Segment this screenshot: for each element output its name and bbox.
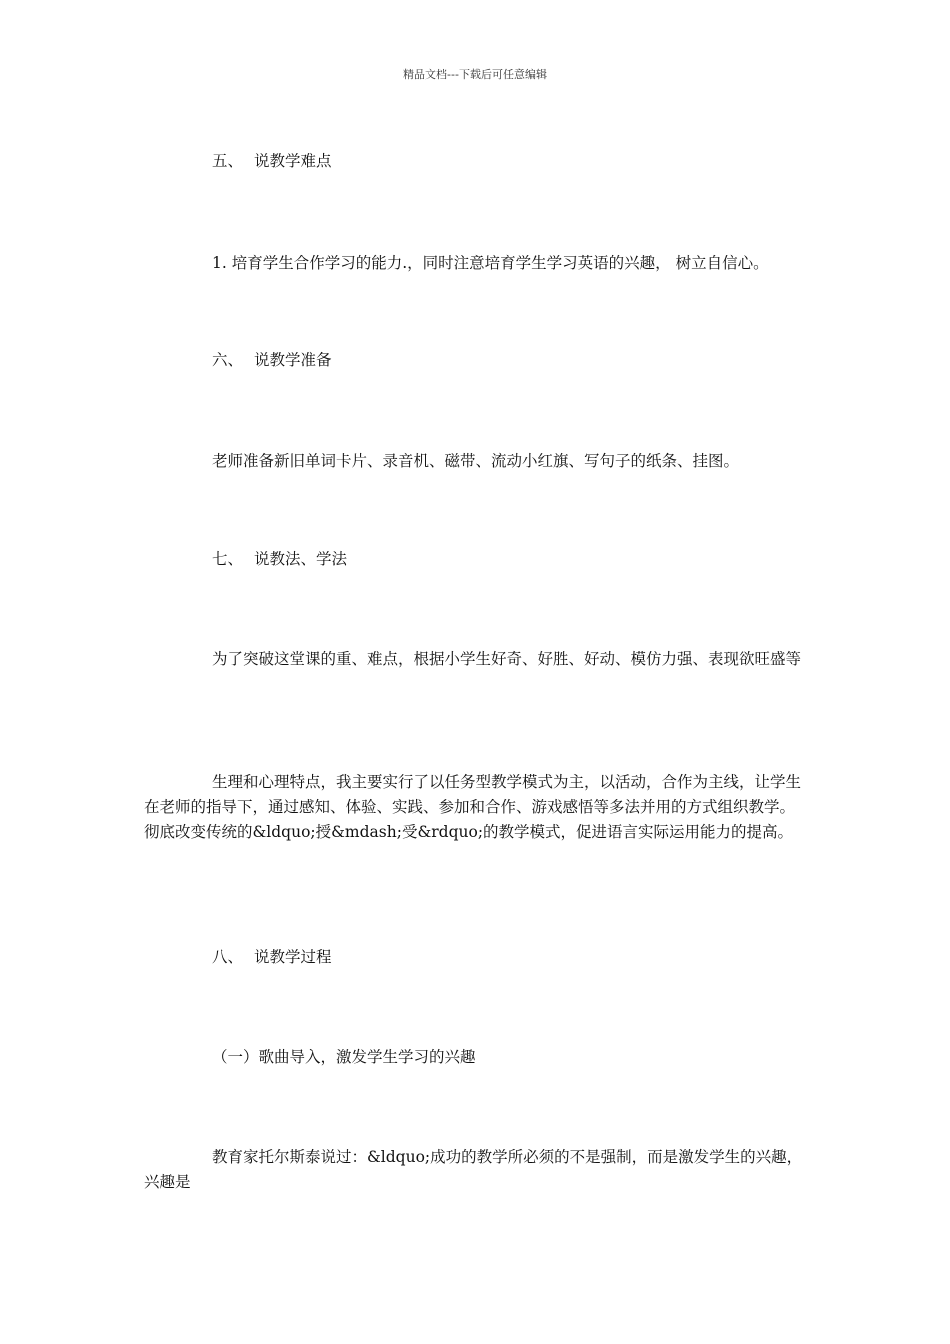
section-number: 五、 (212, 152, 244, 170)
section-title: 说教学难点 (254, 152, 332, 170)
paragraph: 为了突破这堂课的重、难点，根据小学生好奇、好胜、好动、模仿力强、表现欲旺盛等 (212, 650, 802, 668)
paragraph: 1. 培育学生合作学习的能力.，同时注意培育学生学习英语的兴趣， 树立自信心。 (212, 254, 769, 272)
section-title: 说教学过程 (254, 948, 332, 966)
section-number: 七、 (212, 550, 244, 568)
section-number: 六、 (212, 351, 244, 369)
page-header: 精品文档---下载后可任意编辑 (403, 68, 547, 81)
paragraph: 生理和心理特点，我主要实行了以任务型教学模式为主，以活动，合作为主线，让学生在老师的指导下，通过感知、体验、实践、参加和合作、游戏感悟等多法并用的方式组织教学。彻底改变传统的&ldquo;授&mdash;受&rdquo;的教学模式，促进语言实际运用能力的提高。 (144, 773, 802, 841)
section-heading-6 (212, 348, 332, 373)
section-heading-8 (212, 945, 332, 970)
section-title: 说教法、学法 (254, 550, 348, 568)
section-heading-7 (212, 547, 347, 572)
paragraph: 老师准备新旧单词卡片、录音机、磁带、流动小红旗、写句子的纸条、挂图。 (212, 452, 740, 470)
section-title: 说教学准备 (254, 351, 332, 369)
section-heading-5 (212, 149, 332, 174)
subsection-heading: （一）歌曲导入，激发学生学习的兴趣 (212, 1048, 476, 1066)
paragraph: 教育家托尔斯泰说过：&ldquo;成功的教学所必须的不是强制，而是激发学生的兴趣，兴趣是 (144, 1148, 803, 1191)
section-number: 八、 (212, 948, 244, 966)
